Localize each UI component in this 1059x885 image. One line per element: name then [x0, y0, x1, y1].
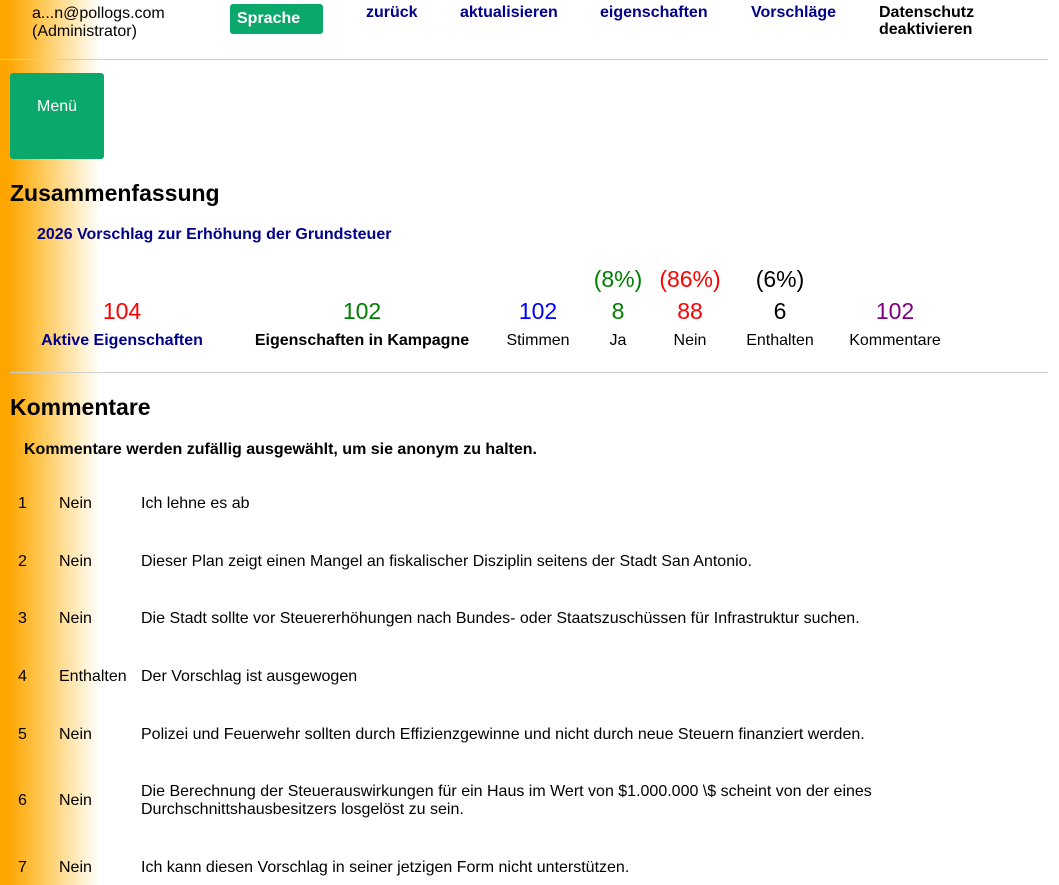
stat-label: Enthalten	[746, 332, 814, 349]
comment-vote: Nein	[59, 553, 92, 570]
comment-vote: Enthalten	[59, 668, 127, 685]
user-email: a...n@pollogs.com	[32, 5, 165, 22]
stat-active-properties	[32, 264, 212, 350]
stat-value: 6	[773, 298, 787, 324]
comment-text: Die Stadt sollte vor Steuererhöhungen nach Bundes- oder Staatszuschüssen für Infrastruktur suchen.	[141, 610, 860, 627]
nav-refresh-link[interactable]: aktualisieren	[460, 4, 558, 21]
comment-text: Polizei und Feuerwehr sollten durch Effizienzgewinne und nicht durch neue Steuern finanziert werden.	[141, 726, 865, 743]
proposal-title[interactable]: 2026 Vorschlag zur Erhöhung der Grundsteuer	[37, 226, 392, 243]
disable-privacy-link[interactable]	[879, 4, 999, 38]
stat-votes	[498, 264, 578, 350]
stat-percent: (8%)	[593, 266, 643, 292]
comment-index: 1	[18, 495, 27, 512]
comment-vote: Nein	[59, 859, 92, 876]
stat-percent: (86%)	[659, 266, 721, 292]
stat-value: 102	[875, 298, 915, 324]
stat-label: Eigenschaften in Kampagne	[254, 332, 470, 349]
stat-value: 8	[611, 298, 625, 324]
comment-text: Der Vorschlag ist ausgewogen	[141, 668, 358, 685]
stat-percent: (6%)	[755, 266, 805, 292]
comment-index: 4	[18, 668, 27, 685]
comment-text: Die Berechnung der Steuerauswirkungen für ein Haus im Wert von $1.000.000 \$ scheint von der eines Durchschnittshausbesitzers losgelöst zu sein.	[141, 783, 872, 818]
nav-properties-link[interactable]: eigenschaften	[600, 4, 708, 21]
privacy-line-2: deaktivieren	[879, 21, 973, 38]
comment-index: 5	[18, 726, 27, 743]
stat-comments	[840, 264, 950, 350]
comment-index: 7	[18, 859, 27, 876]
nav-proposals-link[interactable]: Vorschläge	[751, 4, 837, 21]
nav-back-link[interactable]: zurück	[366, 4, 418, 21]
stat-label-link[interactable]: Aktive Eigenschaften	[41, 332, 203, 349]
stat-label: Stimmen	[506, 332, 570, 349]
stat-label: Nein	[673, 332, 707, 349]
top-header	[0, 0, 1048, 60]
stat-value: 88	[677, 298, 703, 324]
stat-label: Ja	[609, 332, 627, 349]
stat-value: 102	[342, 298, 382, 324]
stat-value: 102	[518, 298, 558, 324]
comment-text: Ich lehne es ab	[141, 495, 250, 512]
stat-yes	[588, 264, 648, 350]
stat-value: 104	[102, 298, 142, 324]
comment-index: 3	[18, 610, 27, 627]
comments-heading: Kommentare	[10, 394, 151, 420]
section-divider	[10, 372, 1048, 373]
comment-vote: Nein	[59, 726, 92, 743]
stat-abstain	[740, 264, 820, 350]
comment-index: 6	[18, 792, 27, 809]
comment-vote: Nein	[59, 495, 92, 512]
comment-text: Dieser Plan zeigt einen Mangel an fiskalischer Disziplin seitens der Stadt San Antonio.	[141, 553, 752, 570]
stat-properties-in-campaign	[246, 264, 478, 350]
user-info	[32, 5, 165, 41]
stat-no	[652, 264, 728, 350]
comment-index: 2	[18, 553, 27, 570]
user-role: (Administrator)	[32, 23, 137, 40]
comments-notice: Kommentare werden zufällig ausgewählt, um sie anonym zu halten.	[24, 441, 537, 458]
language-button[interactable]: Sprache	[230, 4, 323, 34]
summary-heading: Zusammenfassung	[10, 180, 220, 206]
privacy-line-1: Datenschutz	[879, 4, 975, 21]
comment-vote: Nein	[59, 792, 92, 809]
stat-label: Kommentare	[849, 332, 941, 349]
comment-text: Ich kann diesen Vorschlag in seiner jetzigen Form nicht unterstützen.	[141, 859, 630, 876]
comment-vote: Nein	[59, 610, 92, 627]
menu-button[interactable]: Menü	[10, 73, 104, 159]
